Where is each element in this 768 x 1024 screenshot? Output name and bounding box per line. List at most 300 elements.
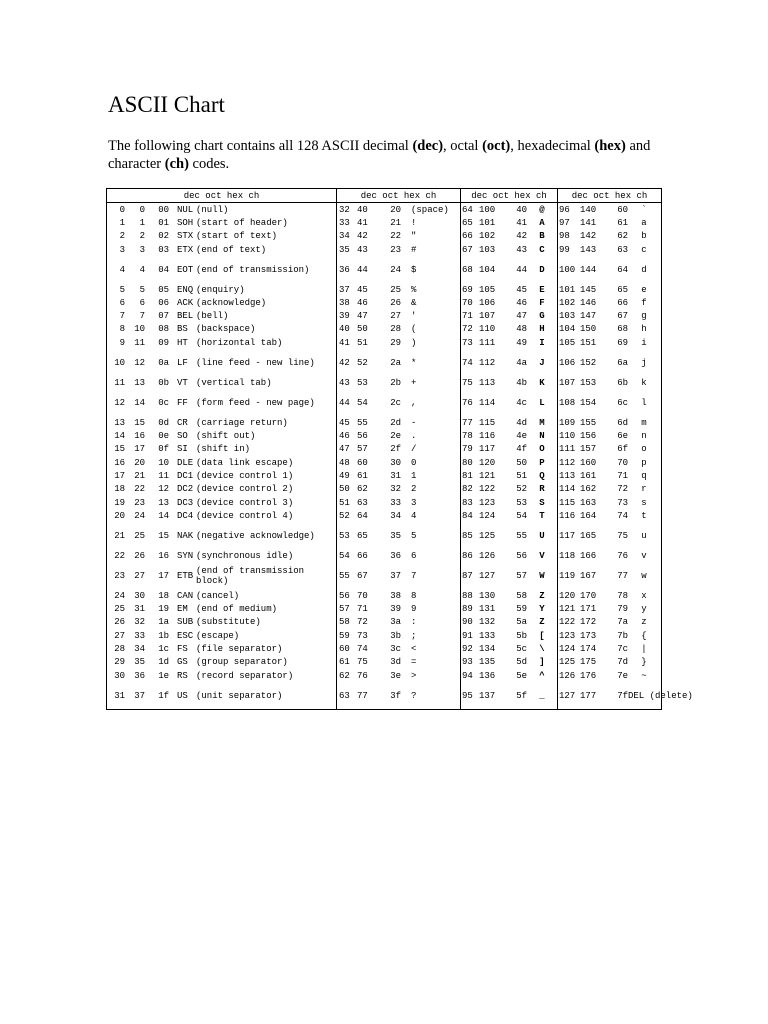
table-row: [107, 429, 336, 442]
hex-cell: 6d: [617, 417, 628, 428]
hex-cell: 6f: [617, 444, 628, 455]
oct-cell: 11: [134, 337, 145, 348]
oct-cell: 4: [139, 264, 145, 275]
oct-cell: 15: [134, 417, 145, 428]
oct-cell: 174: [580, 643, 597, 654]
char-cell: b: [641, 231, 647, 242]
table-row: [558, 629, 661, 642]
dec-cell: 8: [119, 324, 125, 335]
char-cell: {: [641, 630, 647, 641]
oct-cell: 162: [580, 484, 597, 495]
hex-cell: 18: [158, 590, 169, 601]
abbr-cell: STX: [177, 231, 194, 242]
dec-cell: 66: [462, 231, 473, 242]
dec-cell: 117: [559, 530, 576, 541]
hex-cell: 1e: [158, 670, 169, 681]
oct-cell: 40: [357, 204, 368, 215]
oct-cell: 42: [357, 231, 368, 242]
oct-cell: 143: [580, 244, 597, 255]
table-row: [558, 230, 661, 243]
abbr-cell: SYN: [177, 550, 194, 561]
table-row: [337, 642, 460, 655]
oct-cell: 160: [580, 457, 597, 468]
hex-cell: 72: [617, 484, 628, 495]
char-cell: $: [411, 264, 417, 275]
table-row: [558, 549, 661, 562]
dec-cell: 102: [559, 297, 576, 308]
oct-cell: 62: [357, 484, 368, 495]
table-row: [461, 456, 557, 469]
hex-cell: 65: [617, 284, 628, 295]
oct-cell: 107: [479, 311, 496, 322]
oct-cell: 50: [357, 324, 368, 335]
table-row: [461, 443, 557, 456]
oct-cell: 71: [357, 604, 368, 615]
hex-cell: 3c: [390, 643, 401, 654]
table-row: [337, 416, 460, 429]
dec-cell: 65: [462, 217, 473, 228]
oct-cell: 46: [357, 297, 368, 308]
hex-cell: 3f: [390, 690, 401, 701]
abbr-cell: SUB: [177, 617, 194, 628]
table-row: [461, 642, 557, 655]
table-row: [107, 616, 336, 629]
intro-text: codes.: [188, 156, 230, 172]
dec-cell: 92: [462, 643, 473, 654]
char-cell: j: [641, 357, 647, 368]
dec-cell: 113: [559, 470, 576, 481]
table-row: [461, 310, 557, 323]
hex-cell: 24: [390, 264, 401, 275]
char-cell: o: [641, 444, 647, 455]
dec-cell: 99: [559, 244, 570, 255]
char-cell: ,: [411, 397, 417, 408]
table-row: [337, 283, 460, 296]
dec-cell: 43: [339, 377, 350, 388]
table-column-1: [107, 189, 336, 709]
hex-cell: 2e: [390, 430, 401, 441]
char-cell: U: [539, 530, 545, 541]
table-row: [558, 389, 661, 416]
column-body: [337, 203, 460, 709]
hex-cell: 50: [516, 457, 527, 468]
oct-cell: 124: [479, 510, 496, 521]
description-cell: (horizontal tab): [196, 337, 283, 348]
table-row: [337, 656, 460, 669]
abbr-cell: ESC: [177, 630, 194, 641]
oct-cell: 53: [357, 377, 368, 388]
abbr-cell: DC4: [177, 510, 194, 521]
table-row: [461, 429, 557, 442]
table-row: [337, 349, 460, 376]
oct-cell: 157: [580, 444, 597, 455]
dec-cell: 71: [462, 311, 473, 322]
dec-cell: 14: [114, 430, 125, 441]
table-row: [558, 296, 661, 309]
hex-cell: 2c: [390, 397, 401, 408]
dec-cell: 122: [559, 617, 576, 628]
oct-cell: 147: [580, 311, 597, 322]
dec-cell: 81: [462, 470, 473, 481]
dec-cell: 120: [559, 590, 576, 601]
char-cell: u: [641, 530, 647, 541]
oct-cell: 24: [134, 510, 145, 521]
char-cell: d: [641, 264, 647, 275]
oct-cell: 75: [357, 657, 368, 668]
char-cell: A: [539, 217, 545, 228]
ascii-table: [106, 188, 693, 710]
table-row: [107, 256, 336, 283]
page-title: ASCII Chart: [108, 92, 225, 117]
dec-cell: 27: [114, 630, 125, 641]
char-cell: ]: [539, 657, 545, 668]
oct-cell: 172: [580, 617, 597, 628]
abbr-cell: EM: [177, 604, 188, 615]
oct-cell: 65: [357, 530, 368, 541]
dec-cell: 56: [339, 590, 350, 601]
hex-cell: 64: [617, 264, 628, 275]
dec-cell: 91: [462, 630, 473, 641]
table-row: [558, 456, 661, 469]
hex-cell: 29: [390, 337, 401, 348]
char-cell: !: [411, 217, 417, 228]
abbr-cell: SI: [177, 444, 188, 455]
hex-cell: 06: [158, 297, 169, 308]
hex-cell: 61: [617, 217, 628, 228]
char-cell: M: [539, 417, 545, 428]
dec-cell: 41: [339, 337, 350, 348]
dec-cell: 3: [119, 244, 125, 255]
dec-cell: 46: [339, 430, 350, 441]
table-row: [107, 416, 336, 429]
char-cell: m: [641, 417, 647, 428]
char-cell: l: [641, 397, 647, 408]
char-cell: P: [539, 457, 545, 468]
hex-cell: 04: [158, 264, 169, 275]
oct-cell: 155: [580, 417, 597, 428]
dec-cell: 17: [114, 470, 125, 481]
abbr-cell: ETX: [177, 244, 194, 255]
abbr-cell: RS: [177, 670, 188, 681]
char-cell: DEL (delete): [628, 690, 693, 701]
char-cell: i: [641, 337, 647, 348]
hex-cell: 10: [158, 457, 169, 468]
dec-cell: 125: [559, 657, 576, 668]
oct-cell: 0: [139, 204, 145, 215]
hex-cell: 15: [158, 530, 169, 541]
description-cell: (start of header): [196, 217, 288, 228]
table-row: [107, 310, 336, 323]
table-row: [107, 669, 336, 682]
char-cell: 7: [411, 570, 417, 581]
dec-cell: 84: [462, 510, 473, 521]
hex-cell: 45: [516, 284, 527, 295]
oct-cell: 12: [134, 357, 145, 368]
dec-cell: 26: [114, 617, 125, 628]
char-cell: }: [641, 657, 647, 668]
hex-cell: 3d: [390, 657, 401, 668]
oct-cell: 22: [134, 484, 145, 495]
dec-cell: 34: [339, 231, 350, 242]
oct-cell: 153: [580, 377, 597, 388]
oct-cell: 67: [357, 570, 368, 581]
char-cell: :: [411, 617, 417, 628]
dec-cell: 93: [462, 657, 473, 668]
table-row: [107, 323, 336, 336]
hex-cell: 1d: [158, 657, 169, 668]
dec-cell: 67: [462, 244, 473, 255]
table-row: [461, 389, 557, 416]
oct-cell: 60: [357, 457, 368, 468]
oct-cell: 105: [479, 284, 496, 295]
dec-cell: 36: [339, 264, 350, 275]
char-cell: @: [539, 204, 545, 215]
oct-cell: 64: [357, 510, 368, 521]
abbr-cell: FS: [177, 643, 188, 654]
table-row: [107, 376, 336, 389]
dec-cell: 6: [119, 297, 125, 308]
table-row: [558, 349, 661, 376]
dec-cell: 105: [559, 337, 576, 348]
dec-cell: 52: [339, 510, 350, 521]
table-row: [461, 523, 557, 550]
char-cell: n: [641, 430, 647, 441]
dec-cell: 44: [339, 397, 350, 408]
hex-cell: 19: [158, 604, 169, 615]
hex-cell: 2b: [390, 377, 401, 388]
hex-cell: 0a: [158, 357, 169, 368]
oct-cell: 152: [580, 357, 597, 368]
table-row: [461, 230, 557, 243]
table-row: [558, 283, 661, 296]
oct-cell: 54: [357, 397, 368, 408]
table-row: [107, 523, 336, 550]
dec-cell: 82: [462, 484, 473, 495]
dec-cell: 96: [559, 204, 570, 215]
oct-cell: 52: [357, 357, 368, 368]
description-cell: (negative acknowledge): [196, 530, 315, 541]
hex-cell: 14: [158, 510, 169, 521]
oct-cell: 47: [357, 311, 368, 322]
char-cell: f: [641, 297, 647, 308]
description-cell: (vertical tab): [196, 377, 272, 388]
abbr-cell: ETB: [177, 570, 194, 581]
dec-cell: 22: [114, 550, 125, 561]
dec-cell: 42: [339, 357, 350, 368]
column-header: dec oct hex ch: [107, 189, 336, 203]
dec-cell: 126: [559, 670, 576, 681]
hex-cell: 0d: [158, 417, 169, 428]
hex-cell: 38: [390, 590, 401, 601]
dec-cell: 77: [462, 417, 473, 428]
table-row: [107, 389, 336, 416]
dec-cell: 103: [559, 311, 576, 322]
table-row: [337, 216, 460, 229]
hex-cell: 5d: [516, 657, 527, 668]
hex-cell: 4d: [516, 417, 527, 428]
table-row: [558, 376, 661, 389]
description-cell: (null): [196, 204, 229, 215]
table-column-3: [460, 189, 557, 709]
abbr-cell: US: [177, 690, 188, 701]
char-cell: a: [641, 217, 647, 228]
char-cell: v: [641, 550, 647, 561]
char-cell: ^: [539, 670, 545, 681]
table-row: [337, 509, 460, 522]
table-row: [337, 616, 460, 629]
oct-cell: 113: [479, 377, 496, 388]
dec-cell: 16: [114, 457, 125, 468]
dec-cell: 23: [114, 570, 125, 581]
dec-cell: 15: [114, 444, 125, 455]
char-cell: ): [411, 337, 417, 348]
table-row: [107, 296, 336, 309]
hex-cell: 08: [158, 324, 169, 335]
oct-cell: 100: [479, 204, 496, 215]
oct-cell: 1: [139, 217, 145, 228]
dec-cell: 33: [339, 217, 350, 228]
oct-cell: 61: [357, 470, 368, 481]
oct-cell: 130: [479, 590, 496, 601]
oct-cell: 31: [134, 604, 145, 615]
oct-cell: 145: [580, 284, 597, 295]
hex-cell: 11: [158, 470, 169, 481]
oct-cell: 164: [580, 510, 597, 521]
hex-cell: 25: [390, 284, 401, 295]
char-cell: *: [411, 357, 417, 368]
char-cell: x: [641, 590, 647, 601]
table-row: [461, 256, 557, 283]
oct-cell: 44: [357, 264, 368, 275]
char-cell: &: [411, 297, 417, 308]
hex-cell: 1f: [158, 690, 169, 701]
char-cell: (: [411, 324, 417, 335]
dec-cell: 95: [462, 690, 473, 701]
hex-cell: 16: [158, 550, 169, 561]
char-cell: Q: [539, 470, 545, 481]
hex-cell: 6c: [617, 397, 628, 408]
hex-cell: 73: [617, 497, 628, 508]
char-cell: 4: [411, 510, 417, 521]
oct-cell: 122: [479, 484, 496, 495]
hex-cell: 3b: [390, 630, 401, 641]
hex-cell: 33: [390, 497, 401, 508]
oct-cell: 127: [479, 570, 496, 581]
char-cell: F: [539, 297, 545, 308]
dec-cell: 74: [462, 357, 473, 368]
hex-cell: 47: [516, 311, 527, 322]
hex-cell: 68: [617, 324, 628, 335]
description-cell: (cancel): [196, 590, 240, 601]
oct-cell: 106: [479, 297, 496, 308]
oct-cell: 103: [479, 244, 496, 255]
intro-text: , octal: [443, 138, 483, 154]
table-row: [558, 443, 661, 456]
dec-cell: 20: [114, 510, 125, 521]
dec-cell: 1: [119, 217, 125, 228]
oct-cell: 161: [580, 470, 597, 481]
oct-cell: 135: [479, 657, 496, 668]
dec-cell: 72: [462, 324, 473, 335]
table-row: [461, 669, 557, 682]
char-cell: ": [411, 231, 417, 242]
dec-cell: 58: [339, 617, 350, 628]
table-row: [558, 310, 661, 323]
oct-cell: 165: [580, 530, 597, 541]
table-row: [558, 416, 661, 429]
char-cell: 2: [411, 484, 417, 495]
table-row: [107, 469, 336, 482]
oct-cell: 132: [479, 617, 496, 628]
table-row: [461, 509, 557, 522]
dec-cell: 118: [559, 550, 576, 561]
hex-cell: 69: [617, 337, 628, 348]
char-cell: O: [539, 444, 545, 455]
hex-cell: 0f: [158, 444, 169, 455]
dec-cell: 49: [339, 470, 350, 481]
hex-cell: 34: [390, 510, 401, 521]
table-row: [558, 483, 661, 496]
oct-cell: 101: [479, 217, 496, 228]
table-row: [337, 203, 460, 216]
oct-cell: 175: [580, 657, 597, 668]
hex-cell: 5b: [516, 630, 527, 641]
table-row: [107, 203, 336, 216]
char-cell: -: [411, 417, 417, 428]
table-row: [461, 216, 557, 229]
char-cell: t: [641, 510, 647, 521]
hex-cell: 60: [617, 204, 628, 215]
abbr-cell: GS: [177, 657, 188, 668]
char-cell: ~: [641, 670, 647, 681]
oct-cell: 36: [134, 670, 145, 681]
table-row: [461, 336, 557, 349]
table-row: [107, 602, 336, 615]
table-row: [337, 310, 460, 323]
oct-cell: 25: [134, 530, 145, 541]
dec-cell: 79: [462, 444, 473, 455]
dec-cell: 100: [559, 264, 576, 275]
char-cell: 0: [411, 457, 417, 468]
oct-cell: 76: [357, 670, 368, 681]
dec-cell: 98: [559, 231, 570, 242]
description-cell: (substitute): [196, 617, 261, 628]
char-cell: >: [411, 670, 417, 681]
table-row: [337, 669, 460, 682]
dec-cell: 61: [339, 657, 350, 668]
table-row: [461, 323, 557, 336]
table-row: [461, 682, 557, 709]
intro-text: , hexadecimal: [510, 138, 595, 154]
table-row: [107, 509, 336, 522]
dec-cell: 70: [462, 297, 473, 308]
hex-cell: 6b: [617, 377, 628, 388]
char-cell: B: [539, 231, 545, 242]
oct-cell: 123: [479, 497, 496, 508]
description-cell: (synchronous idle): [196, 550, 294, 561]
char-cell: #: [411, 244, 417, 255]
dec-cell: 94: [462, 670, 473, 681]
table-row: [558, 469, 661, 482]
char-cell: E: [539, 284, 545, 295]
char-cell: r: [641, 484, 647, 495]
table-row: [337, 243, 460, 256]
char-cell: \: [539, 643, 545, 654]
hex-cell: 63: [617, 244, 628, 255]
column-header: dec oct hex ch: [337, 189, 460, 203]
dec-cell: 50: [339, 484, 350, 495]
table-row: [107, 243, 336, 256]
